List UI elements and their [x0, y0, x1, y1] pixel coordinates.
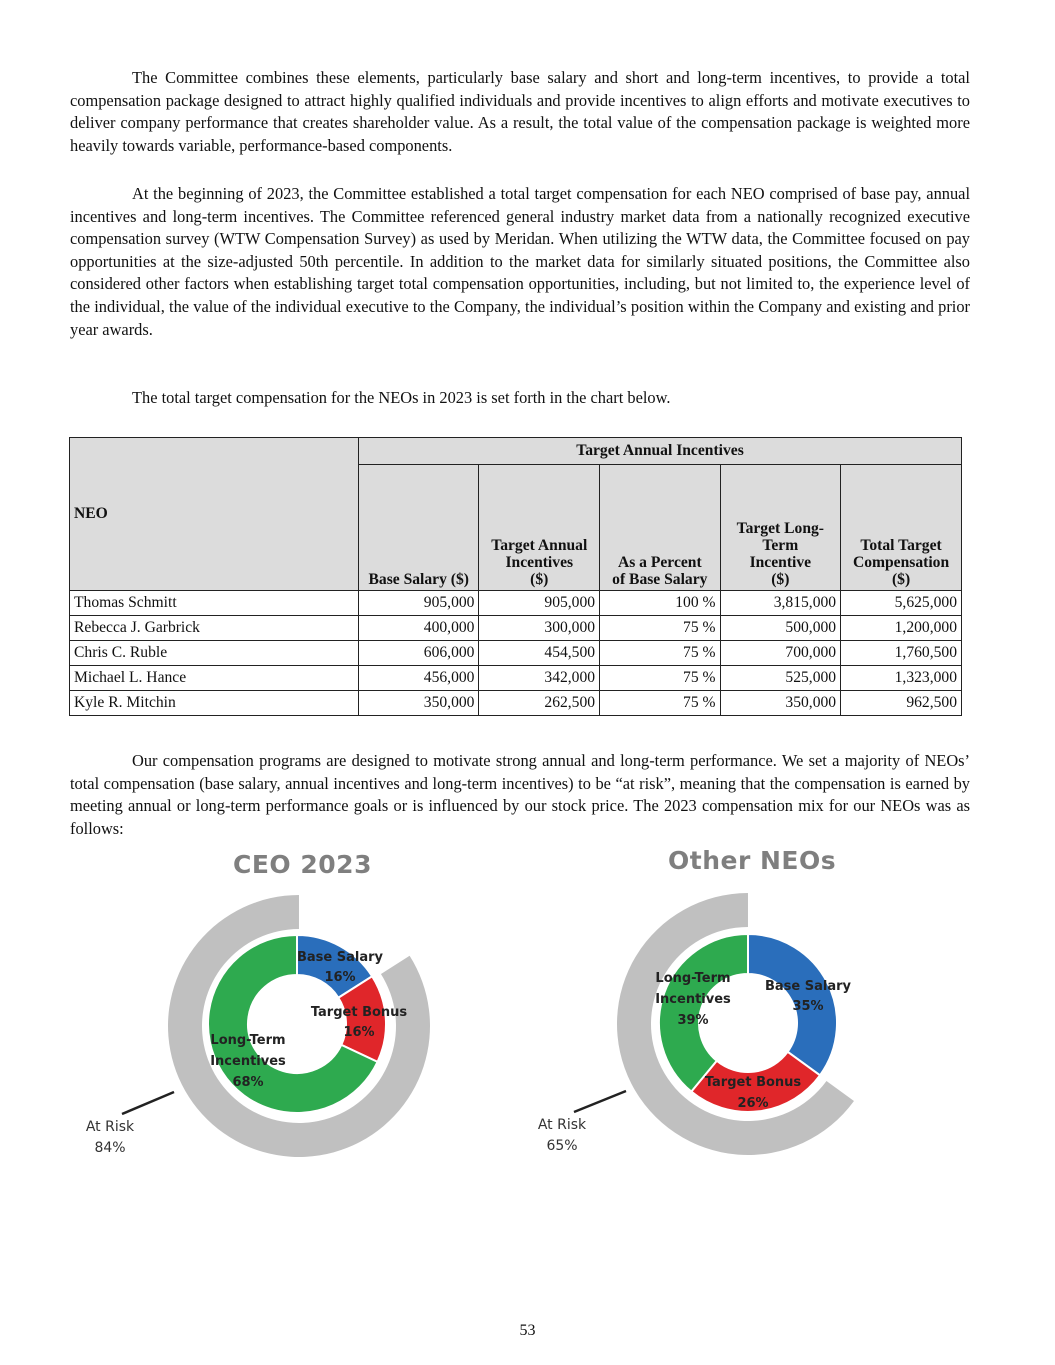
percent-cell: 75 %	[600, 641, 720, 666]
ceo-target-bonus-label: Target Bonus	[310, 1005, 408, 1020]
header-percent-of-base: As a Percent of Base Salary	[600, 465, 720, 591]
base-salary-cell: 350,000	[359, 691, 479, 716]
other-neos-donut-segments	[617, 893, 854, 1155]
neo-name: Chris C. Ruble	[70, 641, 359, 666]
other-neos-target-bonus-pct: 26%	[737, 1096, 769, 1111]
percent-cell: 75 %	[600, 691, 720, 716]
page-number: 53	[519, 1322, 536, 1339]
target-compensation-paragraph: At the beginning of 2023, the Committee established a total target compensation for each NEO comprised of base pay, annual incentives and long-term incentives. The Committee referenced general industry market data from a nationally recognized executive compensation survey (WTW Compensation Survey) as used by Meridan. When utilizing the WTW data, the Committee focused on pay opportunities at the size-adjusted 50th percentile. In addition to the market data for similarly situated positions, the Committee also considered other factors when establishing target total compensation opportunities, including, but not limited to, the experience level of the individual, the value of the individual executive to the Company, the individual’s position within the Company and existing and prior year awards.	[70, 184, 970, 339]
percent-cell: 75 %	[600, 616, 720, 641]
other-neos-at-risk-leader-line	[574, 1091, 626, 1112]
other-neos-chart-title: Other NEOs	[668, 846, 837, 875]
header-base-salary: Base Salary ($)	[359, 465, 479, 591]
target-annual-cell: 454,500	[479, 641, 600, 666]
header-group-target-annual-incentives: Target Annual Incentives	[359, 438, 962, 465]
target-annual-cell: 262,500	[479, 691, 600, 716]
intro-paragraph: The Committee combines these elements, particularly base salary and short and long-term incentives, to provide a total compensation package designed to attract highly qualified individuals and provide incentives to align efforts and motivate executives to deliver company performance that creates shareholder value. As a result, the total value of the compensation package is weighted more heavily towards variable, performance-based components.	[70, 68, 970, 155]
table-intro-paragraph: The total target compensation for the NEOs in 2023 is set forth in the chart below.	[132, 388, 671, 407]
ceo-base-salary-pct: 16%	[324, 970, 356, 985]
ceo-lti-label-2: Incentives	[210, 1054, 286, 1069]
other-neos-lti-pct: 39%	[677, 1013, 709, 1028]
other-neos-base-salary-pct: 35%	[792, 999, 824, 1014]
ceo-lti-pct: 68%	[232, 1075, 264, 1090]
header-long-term-incentive: Target Long- Term Incentive ($)	[720, 465, 841, 591]
ceo-lti-label-1: Long-Term	[210, 1033, 286, 1048]
long-term-cell: 3,815,000	[720, 591, 841, 616]
total-cell: 1,760,500	[841, 641, 962, 666]
base-salary-cell: 400,000	[359, 616, 479, 641]
percent-cell: 100 %	[600, 591, 720, 616]
ceo-chart-title: CEO 2023	[233, 850, 372, 879]
other-neos-lti-label-1: Long-Term	[655, 971, 731, 986]
target-annual-cell: 300,000	[479, 616, 600, 641]
long-term-cell: 700,000	[720, 641, 841, 666]
ceo-target-bonus-pct: 16%	[343, 1025, 375, 1040]
long-term-cell: 500,000	[720, 616, 841, 641]
compensation-mix-paragraph: Our compensation programs are designed to motivate strong annual and long-term performance. We set a majority of NEOs’ total compensation (base salary, annual incentives and long-term incentives) to be “at risk”, meaning that the compensation is earned by meeting annual or long-term performance goals or is influenced by our stock price. The 2023 compensation mix for our NEOs was as follows:	[70, 751, 970, 838]
long-term-cell: 525,000	[720, 666, 841, 691]
long-term-cell: 350,000	[720, 691, 841, 716]
other-neos-at-risk-label: At Risk 65%	[537, 1117, 587, 1154]
other-neos-base-salary-label: Base Salary	[764, 979, 852, 994]
ceo-base-salary-label: Base Salary	[296, 950, 384, 965]
base-salary-cell: 606,000	[359, 641, 479, 666]
base-salary-cell: 456,000	[359, 666, 479, 691]
neo-name: Michael L. Hance	[70, 666, 359, 691]
neo-name: Kyle R. Mitchin	[70, 691, 359, 716]
neo-name: Rebecca J. Garbrick	[70, 616, 359, 641]
header-neo: NEO	[70, 438, 359, 591]
header-target-annual-incentives: Target Annual Incentives ($)	[479, 465, 600, 591]
percent-cell: 75 %	[600, 666, 720, 691]
total-cell: 5,625,000	[841, 591, 962, 616]
other-neos-target-bonus-label: Target Bonus	[704, 1075, 802, 1090]
target-annual-cell: 342,000	[479, 666, 600, 691]
base-salary-cell: 905,000	[359, 591, 479, 616]
total-cell: 1,323,000	[841, 666, 962, 691]
neo-name: Thomas Schmitt	[70, 591, 359, 616]
header-total-target-compensation: Total Target Compensation ($)	[841, 465, 962, 591]
ceo-at-risk-label: At Risk 84%	[85, 1119, 135, 1156]
target-annual-cell: 905,000	[479, 591, 600, 616]
total-cell: 1,200,000	[841, 616, 962, 641]
other-neos-lti-label-2: Incentives	[655, 992, 731, 1007]
total-cell: 962,500	[841, 691, 962, 716]
